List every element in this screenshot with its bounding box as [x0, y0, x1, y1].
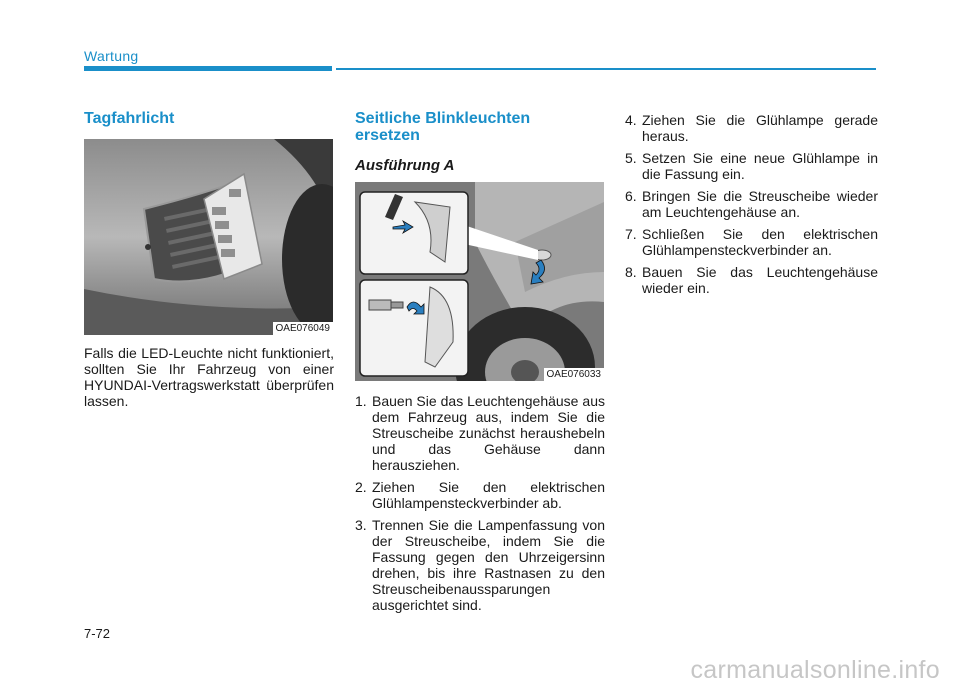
step-text: Trennen Sie die Lampenfassung von der Streuscheibe, indem Sie die Fassung gegen den Uhrzeigersinn drehen, bis ihre Rastnasen zu den Streuscheibenaussparungen ausgerichtet sind.: [372, 517, 605, 613]
watermark: carmanualsonline.info: [690, 656, 940, 684]
figure-code: OAE076049: [273, 322, 334, 335]
section-label: Wartung: [84, 48, 139, 64]
variant-subheading: Ausführung A: [355, 157, 455, 174]
header-rule-thin: [336, 68, 876, 70]
step-text: Bauen Sie das Leuchtengehäuse aus dem Fahrzeug aus, indem Sie die Streuscheibe zunächst heraushebeln und das Gehäuse dann herausziehen.: [372, 393, 605, 473]
step-text: Setzen Sie eine neue Glühlampe in die Fassung ein.: [642, 150, 878, 182]
figure-code: OAE076033: [544, 368, 605, 381]
step-number: 7.: [625, 226, 637, 242]
steps-list-2: [625, 112, 878, 296]
side-indicator-figure: [355, 182, 604, 381]
list-item: [355, 479, 605, 511]
right-column: [625, 110, 878, 302]
list-item: [625, 112, 878, 144]
steps-list-1: [355, 393, 605, 613]
step-text: Bringen Sie die Streuscheibe wieder am Leuchtengehäuse an.: [642, 188, 878, 220]
side-indicator-illustration: [355, 182, 604, 381]
side-indicator-heading: Seitliche Blinkleuchten ersetzen: [355, 110, 531, 144]
step-text: Ziehen Sie den elektrischen Glühlampensteckverbinder ab.: [372, 479, 605, 511]
list-item: [355, 393, 605, 473]
drl-heading: Tagfahrlicht: [84, 110, 175, 127]
page-number: 7-72: [84, 626, 111, 641]
header-rule-thick: [84, 66, 332, 71]
list-item: [625, 264, 878, 296]
step-number: 5.: [625, 150, 637, 166]
step-number: 2.: [355, 479, 367, 495]
drl-paragraph: Falls die LED-Leuchte nicht funktioniert, sollten Sie Ihr Fahrzeug von einer HYUNDAI-Vertragswerkstatt überprüfen lassen.: [84, 345, 334, 409]
list-item: [355, 517, 605, 613]
step-number: 4.: [625, 112, 637, 128]
step-number: 1.: [355, 393, 367, 409]
left-column: [84, 110, 334, 409]
list-item: [625, 226, 878, 258]
drl-figure: [84, 139, 333, 335]
step-text: Ziehen Sie die Glühlampe gerade heraus.: [642, 112, 878, 144]
drl-illustration: [84, 139, 333, 335]
step-number: 6.: [625, 188, 637, 204]
step-number: 8.: [625, 264, 637, 280]
list-item: [625, 150, 878, 182]
step-text: Schließen Sie den elektrischen Glühlampensteckverbinder an.: [642, 226, 878, 258]
step-number: 3.: [355, 517, 367, 533]
middle-column: [355, 110, 605, 619]
list-item: [625, 188, 878, 220]
step-text: Bauen Sie das Leuchtengehäuse wieder ein.: [642, 264, 878, 296]
